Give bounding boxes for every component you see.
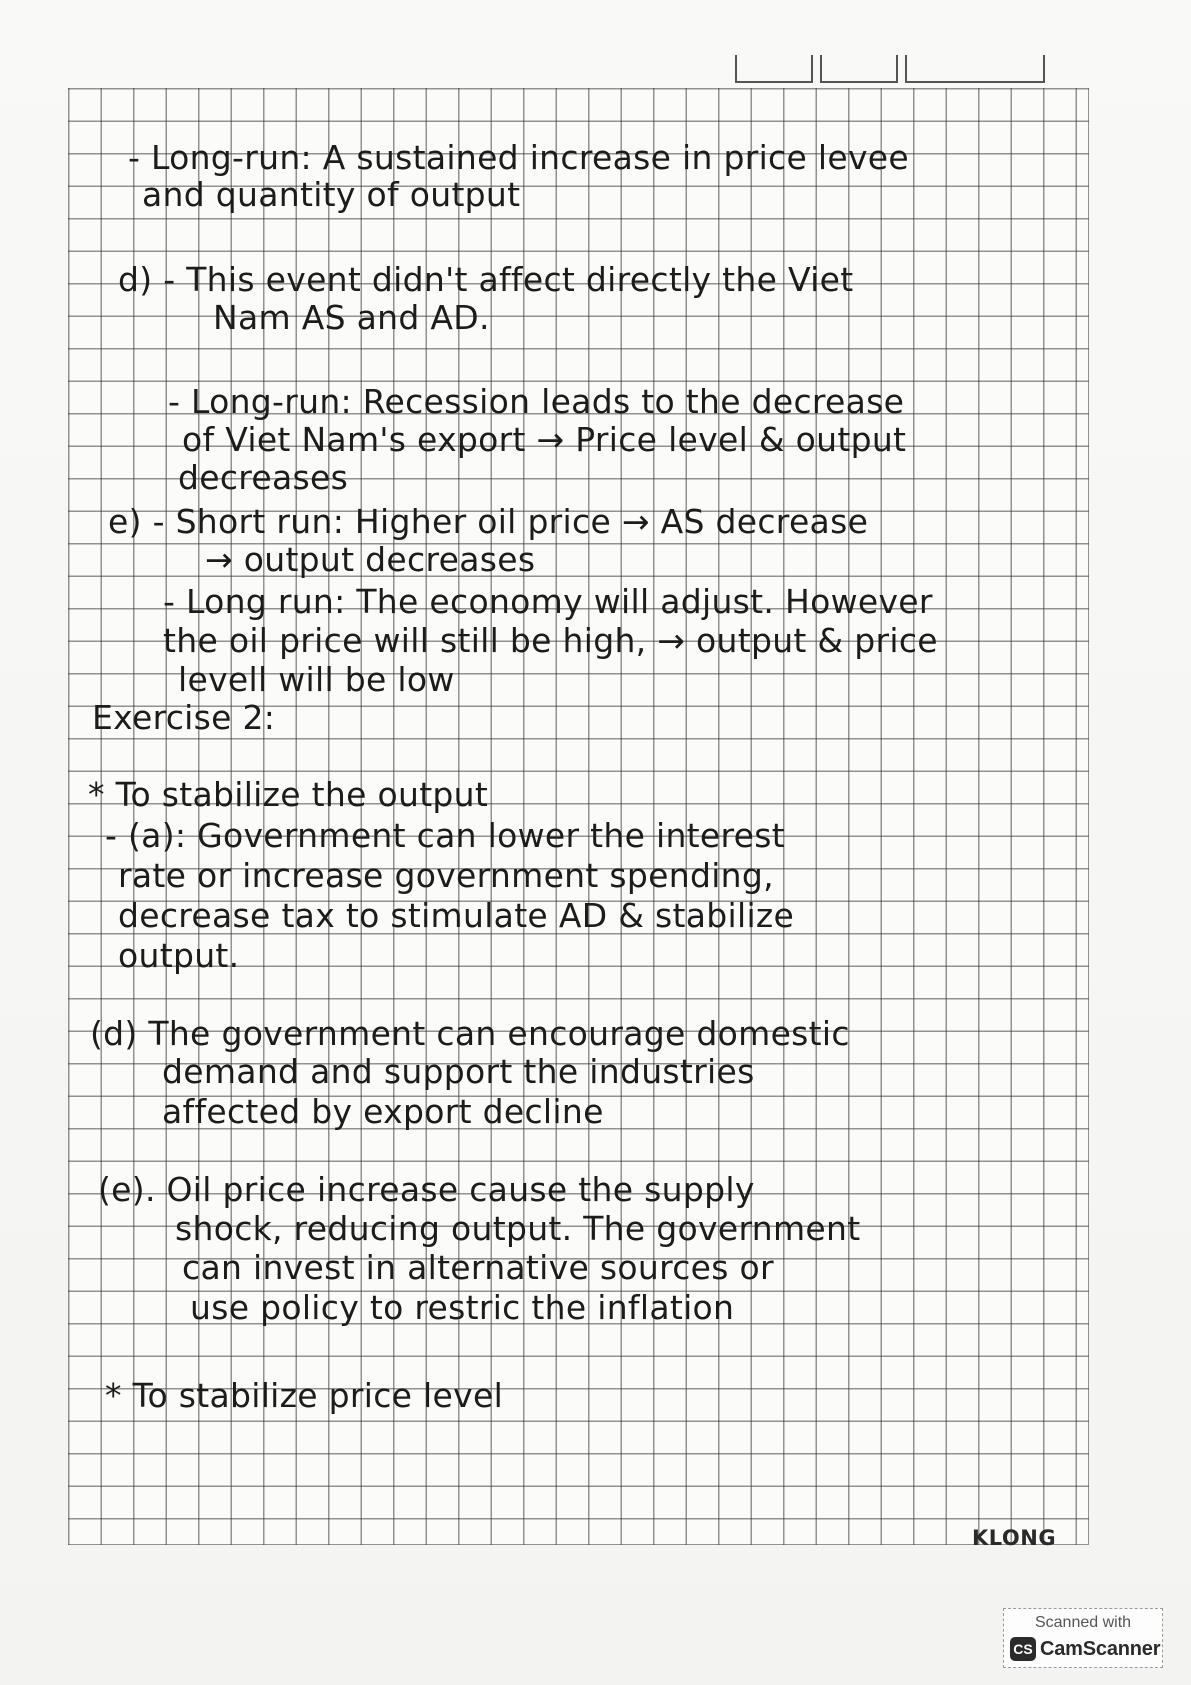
camscanner-logo-icon: CS <box>1010 1637 1036 1661</box>
note-line-4: Nam AS and AD. <box>213 298 490 337</box>
note-line-19: (d) The government can encourage domestic <box>90 1014 850 1053</box>
stamp-brand-name: CamScanner <box>1040 1637 1161 1660</box>
note-line-9: → output decreases <box>205 540 536 579</box>
note-line-23: shock, reducing output. The government <box>175 1209 861 1248</box>
stamp-caption: Scanned with <box>1034 1614 1132 1631</box>
note-line-17: decrease tax to stimulate AD & stabilize <box>118 896 795 935</box>
header-box <box>905 55 1045 83</box>
note-line-16: rate or increase government spending, <box>118 856 774 895</box>
note-line-1: - Long-run: A sustained increase in price levee <box>128 138 909 177</box>
note-line-2: and quantity of output <box>142 175 521 214</box>
note-line-6: of Viet Nam's export → Price level & output <box>182 420 907 459</box>
note-line-14: * To stabilize the output <box>88 775 489 814</box>
note-line-22: (e). Oil price increase cause the supply <box>98 1170 755 1209</box>
note-line-26: * To stabilize price level <box>105 1376 504 1415</box>
exercise-heading: Exercise 2: <box>92 698 276 737</box>
note-line-15: - (a): Government can lower the interest <box>105 816 785 855</box>
note-line-10: - Long run: The economy will adjust. However <box>163 582 933 621</box>
note-line-21: affected by export decline <box>162 1092 604 1131</box>
note-line-18: output. <box>118 936 240 975</box>
header-box <box>735 55 813 83</box>
note-line-3: d) - This event didn't affect directly the Viet <box>118 260 854 299</box>
note-line-7: decreases <box>178 458 349 497</box>
note-line-11: the oil price will still be high, → output & price <box>163 621 938 660</box>
note-line-24: can invest in alternative sources or <box>182 1248 774 1287</box>
brand-mark: KLONG <box>972 1526 1057 1550</box>
header-box <box>820 55 898 83</box>
note-line-8: e) - Short run: Higher oil price → AS decrease <box>108 502 869 541</box>
stamp-brand-row <box>1010 1637 1160 1661</box>
note-line-20: demand and support the industries <box>162 1052 755 1091</box>
note-line-25: use policy to restric the inflation <box>190 1288 735 1327</box>
header-boxes <box>735 55 1052 83</box>
note-line-12: levell will be low <box>178 660 455 699</box>
scanner-stamp <box>1003 1608 1163 1668</box>
note-line-5: - Long-run: Recession leads to the decrease <box>168 382 905 421</box>
